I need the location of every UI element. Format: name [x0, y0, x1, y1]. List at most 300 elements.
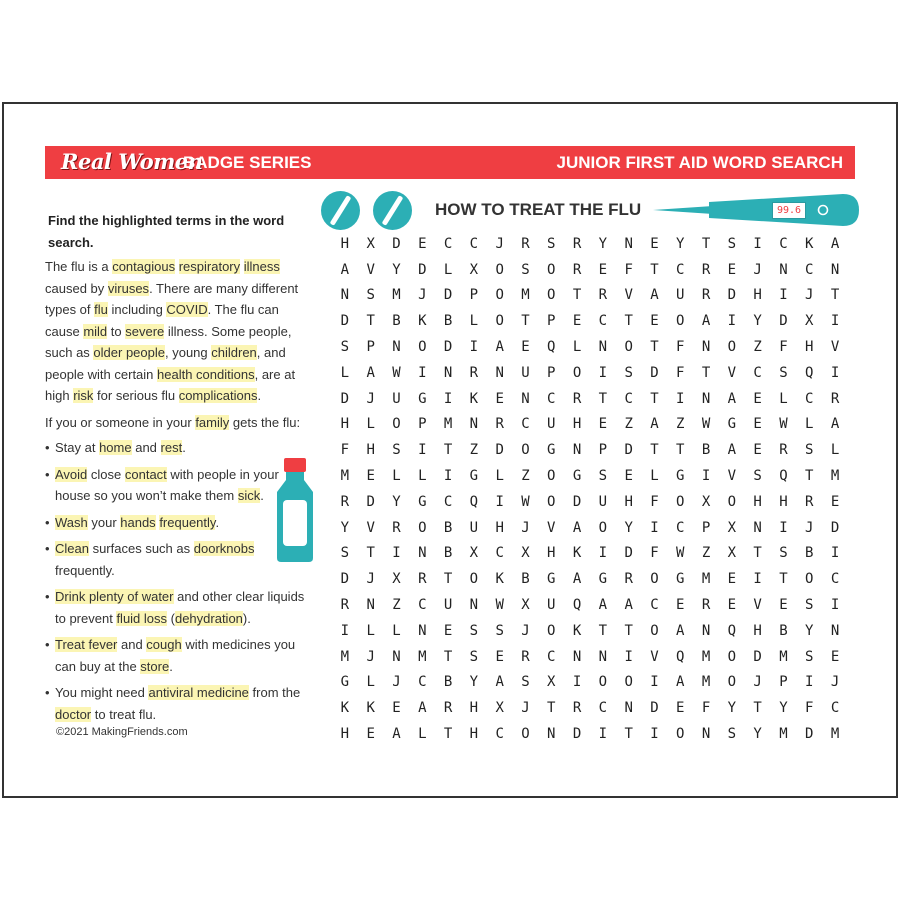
highlighted-term: cough [146, 637, 182, 652]
grid-letter: G [418, 390, 427, 407]
grid-letter: N [701, 339, 711, 356]
grid-letter: A [830, 235, 840, 252]
grid-letter: N [701, 726, 711, 743]
grid-letter: O [624, 674, 633, 691]
grid-letter: B [443, 545, 453, 562]
grid-letter: E [727, 571, 737, 588]
grid-letter: C [650, 597, 659, 614]
highlighted-term: Avoid [55, 466, 88, 482]
grid-letter: C [830, 571, 840, 588]
grid-letter: D [392, 235, 401, 252]
grid-letter: F [805, 700, 814, 717]
grid-letter: N [572, 442, 582, 459]
highlighted-term: mild [83, 323, 108, 339]
grid-letter: O [598, 674, 608, 691]
instructions: Find the highlighted terms in the word search. [48, 213, 285, 250]
grid-letter: H [340, 416, 350, 433]
list-item [45, 538, 307, 581]
grid-letter: R [572, 700, 582, 717]
grid-letter: D [753, 648, 762, 665]
grid-letter: R [340, 597, 350, 614]
grid-letter: S [469, 622, 479, 639]
grid-letter: L [830, 442, 840, 459]
grid-letter: N [418, 545, 427, 562]
grid-letter: D [443, 287, 453, 304]
grid-letter: N [624, 700, 633, 717]
grid-letter: E [830, 648, 840, 665]
grid-letter: P [469, 287, 479, 304]
grid-letter: T [547, 700, 556, 717]
body-text: , are at high [45, 366, 296, 403]
grid-letter: F [676, 364, 685, 381]
highlighted-term: frequently [159, 514, 216, 530]
grid-letter: N [469, 416, 479, 433]
grid-letter: X [366, 235, 375, 252]
grid-letter: E [366, 726, 375, 743]
grid-letter: Y [753, 726, 762, 743]
grid-letter: O [495, 261, 504, 278]
grid-letter: O [676, 493, 685, 510]
copyright: ©2021 MakingFriends.com [56, 726, 188, 738]
grid-letter: E [392, 700, 401, 717]
grid-letter: I [469, 339, 479, 356]
header-banner [45, 146, 855, 179]
pill-icon [373, 191, 412, 230]
grid-letter: X [727, 519, 737, 536]
grid-letter: T [830, 287, 840, 304]
grid-letter: R [521, 235, 530, 252]
highlighted-term: Clean [55, 541, 89, 556]
grid-letter: G [676, 468, 685, 485]
grid-letter: N [469, 597, 479, 614]
grid-letter: R [521, 648, 530, 665]
highlighted-term: home [99, 440, 132, 455]
grid-letter: R [701, 287, 711, 304]
grid-letter: G [676, 571, 685, 588]
grid-letter: F [650, 493, 659, 510]
highlighted-term: fluid loss [116, 610, 168, 626]
grid-letter: T [753, 700, 762, 717]
grid-letter: Q [676, 648, 685, 665]
grid-letter: L [418, 726, 427, 743]
highlighted-term: Treat fever [55, 637, 118, 652]
grid-letter: O [547, 493, 556, 510]
grid-letter: I [701, 468, 711, 485]
grid-letter: I [805, 674, 814, 691]
highlighted-term: contagious [112, 259, 176, 274]
grid-letter: R [443, 700, 453, 717]
grid-letter: E [598, 261, 608, 278]
grid-letter: O [418, 519, 427, 536]
grid-letter: X [521, 545, 530, 562]
highlighted-term: complications [178, 388, 258, 403]
grid-letter: I [779, 519, 788, 536]
grid-letter: D [340, 313, 350, 330]
grid-letter: U [547, 416, 556, 433]
grid-letter: O [727, 493, 737, 510]
grid-letter: O [495, 313, 504, 330]
grid-letter: H [753, 622, 762, 639]
grid-letter: K [495, 571, 504, 588]
grid-letter: A [495, 339, 504, 356]
grid-letter: F [624, 261, 633, 278]
grid-letter: N [392, 339, 401, 356]
grid-letter: G [547, 442, 556, 459]
grid-letter: O [676, 726, 685, 743]
grid-letter: H [753, 493, 762, 510]
grid-letter: I [598, 364, 608, 381]
grid-letter: I [779, 287, 788, 304]
body-text: with medicines you can buy at the [55, 637, 296, 674]
grid-letter: P [779, 674, 788, 691]
grid-letter: P [598, 442, 608, 459]
grid-letter: U [547, 597, 556, 614]
grid-letter: L [495, 468, 504, 485]
grid-letter: P [547, 313, 556, 330]
grid-letter: Y [392, 261, 401, 278]
grid-letter: E [443, 622, 453, 639]
grid-letter: N [392, 648, 401, 665]
grid-letter: K [340, 700, 350, 717]
grid-letter: Y [340, 519, 350, 536]
grid-letter: U [469, 519, 479, 536]
grid-letter: X [495, 700, 504, 717]
grid-letter: C [443, 235, 453, 252]
grid-letter: W [701, 416, 711, 433]
highlighted-term: Drink plenty of water [55, 589, 174, 604]
grid-letter: B [443, 313, 453, 330]
grid-letter: I [340, 622, 350, 639]
grid-letter: T [624, 726, 633, 743]
highlighted-term: rest [160, 440, 183, 455]
grid-letter: S [495, 622, 504, 639]
grid-letter: Q [547, 339, 556, 356]
grid-letter: Y [598, 235, 608, 252]
grid-letter: Y [624, 519, 633, 536]
grid-letter: A [366, 364, 375, 381]
grid-letter: P [547, 364, 556, 381]
grid-letter: Q [572, 597, 582, 614]
grid-letter: C [418, 674, 427, 691]
grid-letter: T [676, 442, 685, 459]
grid-letter: M [443, 416, 453, 433]
grid-letter: C [676, 519, 685, 536]
grid-letter: V [727, 364, 737, 381]
grid-letter: L [572, 339, 582, 356]
grid-letter: G [340, 674, 350, 691]
grid-letter: T [701, 364, 711, 381]
grid-letter: I [650, 519, 659, 536]
grid-letter: R [701, 261, 711, 278]
grid-letter: J [392, 674, 401, 691]
grid-letter: L [443, 261, 453, 278]
grid-letter: Q [779, 468, 788, 485]
grid-letter: C [805, 261, 814, 278]
grid-letter: S [521, 674, 530, 691]
grid-letter: I [443, 390, 453, 407]
grid-letter: R [779, 442, 788, 459]
grid-letter: M [701, 648, 711, 665]
grid-letter: L [392, 468, 401, 485]
grid-letter: Q [469, 493, 479, 510]
grid-letter: H [366, 442, 375, 459]
grid-letter: A [598, 597, 608, 614]
grid-letter: C [495, 726, 504, 743]
grid-letter: J [366, 571, 375, 588]
grid-letter: X [469, 545, 479, 562]
grid-letter: S [727, 726, 737, 743]
grid-letter: D [443, 339, 453, 356]
grid-letter: S [805, 442, 814, 459]
grid-letter: T [366, 313, 375, 330]
grid-letter: H [572, 416, 582, 433]
grid-letter: I [650, 674, 659, 691]
body-text: You might need [55, 685, 149, 700]
thermometer-reading: 99.6 [772, 202, 806, 219]
body-text: and [117, 637, 147, 652]
grid-letter: E [598, 416, 608, 433]
grid-letter: M [521, 287, 530, 304]
grid-letter: K [366, 700, 375, 717]
grid-letter: C [830, 700, 840, 717]
grid-letter: J [753, 261, 762, 278]
grid-letter: R [340, 493, 350, 510]
grid-letter: U [521, 364, 530, 381]
grid-letter: S [779, 545, 788, 562]
grid-letter: I [753, 571, 762, 588]
body-text: illness. Some people, such as [45, 323, 292, 360]
grid-letter: C [624, 390, 633, 407]
grid-letter: C [418, 597, 427, 614]
body-text: , young [164, 345, 212, 360]
grid-letter: M [340, 648, 350, 665]
grid-letter: T [650, 390, 659, 407]
grid-letter: Z [469, 442, 479, 459]
grid-letter: O [547, 261, 556, 278]
body-text: for serious flu [93, 388, 179, 403]
grid-letter: T [443, 726, 453, 743]
grid-letter: O [547, 622, 556, 639]
grid-letter: L [805, 416, 814, 433]
list-item [45, 464, 307, 507]
grid-letter: T [443, 571, 453, 588]
grid-letter: H [805, 339, 814, 356]
grid-letter: H [340, 726, 350, 743]
grid-letter: I [572, 674, 582, 691]
body-text: to treat flu. [91, 706, 157, 722]
grid-letter: N [598, 339, 608, 356]
grid-letter: B [443, 519, 453, 536]
highlighted-term: health conditions [157, 366, 255, 382]
grid-letter: O [572, 364, 582, 381]
grid-letter: T [650, 339, 659, 356]
grid-letter: I [418, 364, 427, 381]
grid-letter: N [443, 364, 453, 381]
grid-letter: N [547, 726, 556, 743]
grid-letter: J [753, 674, 762, 691]
grid-letter: M [779, 648, 788, 665]
grid-letter: D [572, 493, 582, 510]
grid-letter: T [805, 468, 814, 485]
grid-letter: D [650, 700, 659, 717]
grid-letter: Y [779, 700, 788, 717]
body-text: your [87, 514, 121, 530]
grid-letter: R [624, 571, 633, 588]
pill-icon [321, 191, 360, 230]
body-text: frequently. [55, 562, 115, 578]
grid-letter: E [753, 442, 762, 459]
grid-letter: C [521, 416, 530, 433]
grid-letter: S [598, 468, 608, 485]
grid-letter: C [547, 648, 556, 665]
grid-letter: R [418, 571, 427, 588]
grid-letter: J [366, 648, 375, 665]
series-label: BADGE SERIES [183, 153, 312, 172]
grid-letter: L [469, 313, 479, 330]
grid-letter: C [495, 545, 504, 562]
grid-letter: O [598, 519, 608, 536]
grid-letter: I [392, 545, 401, 562]
grid-letter: Y [676, 235, 685, 252]
grid-letter: Z [392, 597, 401, 614]
highlighted-term: store [140, 658, 170, 674]
grid-letter: I [830, 597, 840, 614]
grid-letter: X [805, 313, 814, 330]
grid-letter: W [779, 416, 788, 433]
grid-letter: J [805, 287, 814, 304]
grid-letter: X [701, 493, 711, 510]
grid-letter: S [340, 545, 350, 562]
grid-letter: I [443, 468, 453, 485]
body-text: from the [248, 685, 301, 700]
list-item [45, 437, 307, 459]
grid-letter: A [727, 442, 737, 459]
body-text: close [87, 466, 125, 482]
grid-letter: R [830, 390, 840, 407]
grid-letter: F [650, 545, 659, 562]
grid-letter: A [572, 519, 582, 536]
grid-letter: I [830, 364, 840, 381]
grid-letter: C [598, 313, 608, 330]
grid-letter: E [366, 468, 375, 485]
body-text: and other clear liquids to prevent [55, 589, 305, 626]
grid-letter: J [521, 700, 530, 717]
grid-letter: N [830, 261, 840, 278]
grid-letter: S [392, 442, 401, 459]
grid-letter: Z [676, 416, 685, 433]
highlighted-term: severe [125, 323, 165, 339]
grid-letter: T [443, 648, 453, 665]
grid-letter: T [753, 545, 762, 562]
grid-letter: S [805, 597, 814, 614]
grid-letter: Y [753, 313, 762, 330]
grid-letter: A [676, 674, 685, 691]
grid-letter: X [469, 261, 479, 278]
body-text: . [169, 658, 173, 674]
grid-letter: C [779, 235, 788, 252]
grid-letter: T [443, 442, 453, 459]
grid-letter: R [495, 416, 504, 433]
grid-letter: Z [701, 545, 711, 562]
grid-letter: O [547, 287, 556, 304]
grid-letter: D [572, 726, 582, 743]
grid-letter: A [650, 287, 659, 304]
grid-letter: O [469, 571, 479, 588]
grid-letter: H [624, 493, 633, 510]
grid-letter: S [366, 287, 375, 304]
grid-letter: H [469, 726, 479, 743]
highlighted-term: children [211, 345, 257, 360]
grid-letter: E [753, 416, 762, 433]
grid-letter: S [521, 261, 530, 278]
grid-letter: T [598, 390, 608, 407]
grid-letter: D [779, 313, 788, 330]
grid-letter: A [392, 726, 401, 743]
grid-letter: B [805, 545, 814, 562]
grid-letter: M [830, 468, 840, 485]
highlighted-term: illness [243, 259, 280, 274]
grid-letter: C [598, 700, 608, 717]
grid-letter: D [830, 519, 840, 536]
grid-letter: I [650, 726, 659, 743]
grid-letter: X [727, 545, 737, 562]
body-text: including [107, 302, 167, 317]
grid-letter: E [650, 313, 659, 330]
grid-letter: V [366, 261, 375, 278]
grid-letter: E [753, 390, 762, 407]
worksheet-title: JUNIOR FIRST AID WORD SEARCH [556, 153, 843, 172]
grid-letter: W [495, 597, 504, 614]
grid-letter: O [392, 416, 401, 433]
list-item [45, 512, 307, 534]
grid-letter: J [521, 519, 530, 536]
grid-letter: I [727, 313, 737, 330]
body-text: . [257, 388, 262, 403]
grid-letter: O [418, 339, 427, 356]
grid-letter: E [572, 313, 582, 330]
grid-letter: O [624, 339, 633, 356]
grid-letter: Y [469, 674, 479, 691]
list-item [45, 682, 307, 725]
grid-letter: N [572, 648, 582, 665]
grid-letter: Z [521, 468, 530, 485]
grid-letter: K [572, 622, 582, 639]
grid-letter: O [805, 571, 814, 588]
highlighted-term: Wash [55, 514, 88, 530]
grid-letter: I [418, 442, 427, 459]
grid-letter: W [392, 364, 401, 381]
grid-letter: Z [624, 416, 633, 433]
grid-letter: L [366, 416, 375, 433]
grid-letter: V [753, 597, 762, 614]
grid-letter: D [624, 442, 633, 459]
grid-letter: R [572, 235, 582, 252]
body-text: ( [167, 610, 175, 626]
grid-letter: O [650, 571, 659, 588]
family-paragraph [45, 412, 307, 434]
grid-letter: K [572, 545, 582, 562]
grid-letter: S [727, 235, 737, 252]
body-text: and [131, 440, 161, 455]
grid-letter: M [392, 287, 401, 304]
grid-letter: I [830, 545, 840, 562]
grid-letter: V [727, 468, 737, 485]
highlighted-term: doctor [55, 706, 92, 722]
highlighted-term: viruses [107, 280, 150, 296]
grid-letter: L [366, 622, 375, 639]
grid-letter: A [650, 416, 659, 433]
body-text: with people in your house so you won’t make them [55, 466, 279, 503]
